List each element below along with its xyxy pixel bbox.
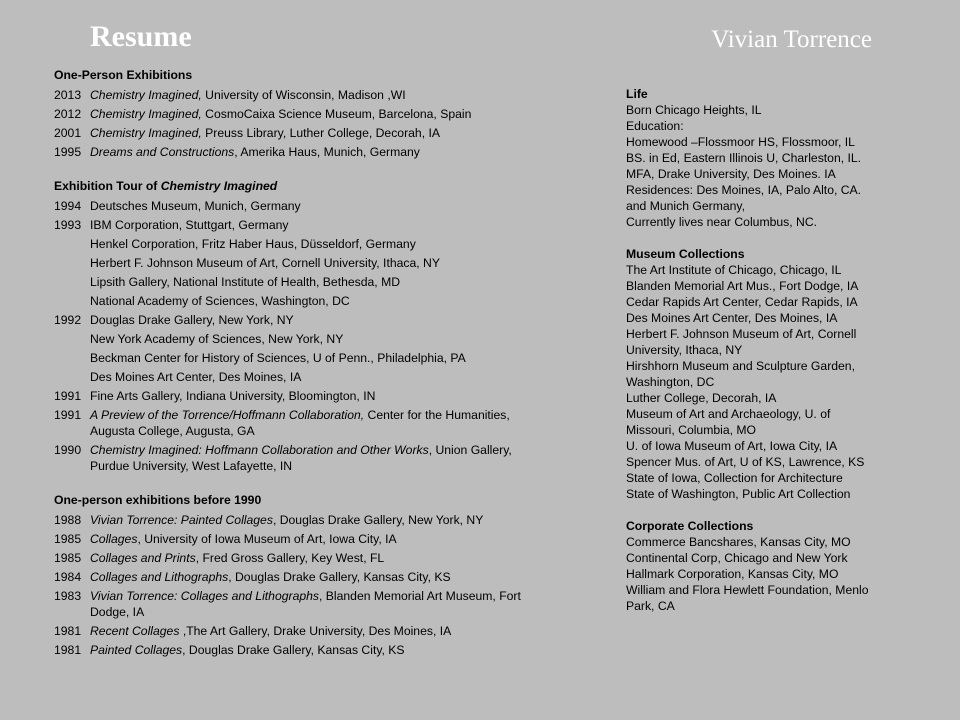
one-person-entry [54,87,554,103]
life-line: and Munich Germany, [626,199,745,213]
museum-line: Missouri, Columbia, MO [626,423,757,437]
entry-details: , Fred Gross Gallery, Key West, FL [195,551,385,565]
life-line: BS. in Ed, Eastern Illinois U, Charleston, IL. [626,151,862,165]
resume-title: Resume [90,20,192,53]
museum-line: Spencer Mus. of Art, U of KS, Lawrence, KS [626,455,865,469]
tour-entry [54,198,554,214]
life-line: MFA, Drake University, Des Moines. IA [626,167,836,181]
museum-heading: Museum Collections [626,247,745,261]
entry-year: 2001 [54,126,82,140]
entry-year: 1988 [54,513,82,527]
entry-details: Beckman Center for History of Sciences, U of Penn., Philadelphia, PA [90,351,466,365]
entry-details: Deutsches Museum, Munich, Germany [90,199,301,213]
tour-heading [54,178,554,195]
tour-entry [54,274,554,290]
museum-line: Museum of Art and Archaeology, U. of [626,407,831,421]
before-1990-entry [54,550,554,566]
entry-title: Collages and Lithographs [90,570,229,584]
entry-details: Douglas Drake Gallery, New York, NY [90,313,294,327]
life-line: Education: [626,119,684,133]
museum-line: Luther College, Decorah, IA [626,391,777,405]
entry-year: 1981 [54,624,82,638]
entry-details: , Blanden Memorial Art Museum, Fort Dodge, IA [90,589,521,619]
tour-entry [54,293,554,309]
entry-year: 1992 [54,313,82,327]
entry-title: Painted Collages [90,643,183,657]
corporate-line: Commerce Bancshares, Kansas City, MO [626,535,851,549]
entry-title: Chemistry Imagined, [90,107,202,121]
corporate-line: Park, CA [626,599,675,613]
entry-year: 2013 [54,88,82,102]
entry-title: Collages [90,532,138,546]
life-line: Born Chicago Heights, IL [626,103,762,117]
entry-title: A Preview of the Torrence/Hoffmann Collaboration, [90,408,365,422]
museum-line: Cedar Rapids Art Center, Cedar Rapids, IA [626,295,858,309]
entry-details: Henkel Corporation, Fritz Haber Haus, Düsseldorf, Germany [90,237,416,251]
entry-year: 1981 [54,643,82,657]
entry-title: Vivian Torrence: Collages and Lithographs [90,589,320,603]
one-person-entry [54,144,554,160]
entry-details: ,The Art Gallery, Drake University, Des Moines, IA [179,624,452,638]
museum-line: University, Ithaca, NY [626,343,743,357]
before-1990-entry [54,569,554,585]
entry-title: Recent Collages [90,624,180,638]
before-1990-entry [54,588,554,620]
tour-entry [54,407,554,439]
entry-details: Center for the Humanities, Augusta College, Augusta, GA [90,408,510,438]
life-line: Residences: Des Moines, IA, Palo Alto, CA. [626,183,862,197]
artist-name: Vivian Torrence [711,26,872,53]
one-person-entry [54,106,554,122]
museum-line: Herbert F. Johnson Museum of Art, Cornell [626,327,857,341]
entry-year: 1993 [54,218,82,232]
entry-title: Chemistry Imagined, [90,88,202,102]
corporate-list [626,534,916,614]
corporate-line: Continental Corp, Chicago and New York [626,551,848,565]
life-heading: Life [626,87,648,101]
entry-year: 1994 [54,199,82,213]
corporate-heading: Corporate Collections [626,519,754,533]
museum-line: Hirshhorn Museum and Sculpture Garden, [626,359,855,373]
life-line: Homewood –Flossmoor HS, Flossmoor, IL [626,135,855,149]
museum-line: Des Moines Art Center, Des Moines, IA [626,311,838,325]
collections-column [626,86,916,614]
before-1990-entry [54,531,554,547]
entry-details: University of Wisconsin, Madison ,WI [201,88,406,102]
corporate-line: William and Flora Hewlett Foundation, Menlo [626,583,869,597]
tour-heading-prefix: Exhibition Tour of [54,179,161,193]
entry-year: 1995 [54,145,82,159]
entry-year: 1984 [54,570,82,584]
life-list [626,102,916,230]
one-person-entry [54,125,554,141]
tour-entry [54,312,554,328]
entry-details: Des Moines Art Center, Des Moines, IA [90,370,302,384]
tour-entry [54,442,554,474]
tour-list [54,198,554,474]
entry-title: Chemistry Imagined: Hoffmann Collaboration and Other Works [90,443,429,457]
corporate-line: Hallmark Corporation, Kansas City, MO [626,567,839,581]
exhibitions-column [54,67,554,658]
tour-heading-title: Chemistry Imagined [160,179,278,193]
museum-line: Blanden Memorial Art Mus., Fort Dodge, IA [626,279,859,293]
museum-line: U. of Iowa Museum of Art, Iowa City, IA [626,439,838,453]
entry-details: , Amerika Haus, Munich, Germany [234,145,420,159]
entry-year: 1983 [54,589,82,603]
entry-details: CosmoCaixa Science Museum, Barcelona, Spain [201,107,472,121]
one-person-list [54,87,554,160]
museum-line: Washington, DC [626,375,715,389]
before-1990-entry [54,512,554,528]
entry-year: 1985 [54,532,82,546]
entry-details: , Douglas Drake Gallery, New York, NY [272,513,484,527]
tour-entry [54,236,554,252]
entry-year: 1991 [54,389,82,403]
entry-year: 2012 [54,107,82,121]
before-1990-entry [54,642,554,658]
entry-details: , Douglas Drake Gallery, Kansas City, KS [228,570,451,584]
museum-list [626,262,916,502]
tour-entry [54,217,554,233]
tour-entry [54,388,554,404]
entry-details: Herbert F. Johnson Museum of Art, Cornell University, Ithaca, NY [90,256,440,270]
entry-title: Dreams and Constructions [90,145,235,159]
before-1990-entry [54,623,554,639]
tour-entry [54,255,554,271]
museum-line: The Art Institute of Chicago, Chicago, IL [626,263,842,277]
entry-details: Preuss Library, Luther College, Decorah, IA [201,126,440,140]
entry-year: 1985 [54,551,82,565]
life-line: Currently lives near Columbus, NC. [626,215,818,229]
entry-details: Fine Arts Gallery, Indiana University, Bloomington, IN [90,389,376,403]
before-1990-list [54,512,554,658]
entry-year: 1991 [54,408,82,422]
entry-details: IBM Corporation, Stuttgart, Germany [90,218,289,232]
entry-year: 1990 [54,443,82,457]
museum-line: State of Washington, Public Art Collection [626,487,851,501]
tour-entry [54,331,554,347]
entry-details: , University of Iowa Museum of Art, Iowa City, IA [137,532,397,546]
entry-details: National Academy of Sciences, Washington, DC [90,294,350,308]
entry-title: Collages and Prints [90,551,196,565]
one-person-heading: One-Person Exhibitions [54,68,193,82]
entry-details: Lipsith Gallery, National Institute of Health, Bethesda, MD [90,275,401,289]
entry-details: , Union Gallery, Purdue University, West Lafayette, IN [90,443,512,473]
entry-details: New York Academy of Sciences, New York, NY [90,332,344,346]
entry-title: Chemistry Imagined, [90,126,202,140]
entry-title: Vivian Torrence: Painted Collages [90,513,273,527]
museum-line: State of Iowa, Collection for Architecture [626,471,843,485]
tour-entry [54,369,554,385]
tour-entry [54,350,554,366]
entry-details: , Douglas Drake Gallery, Kansas City, KS [182,643,405,657]
before-1990-heading: One-person exhibitions before 1990 [54,493,262,507]
